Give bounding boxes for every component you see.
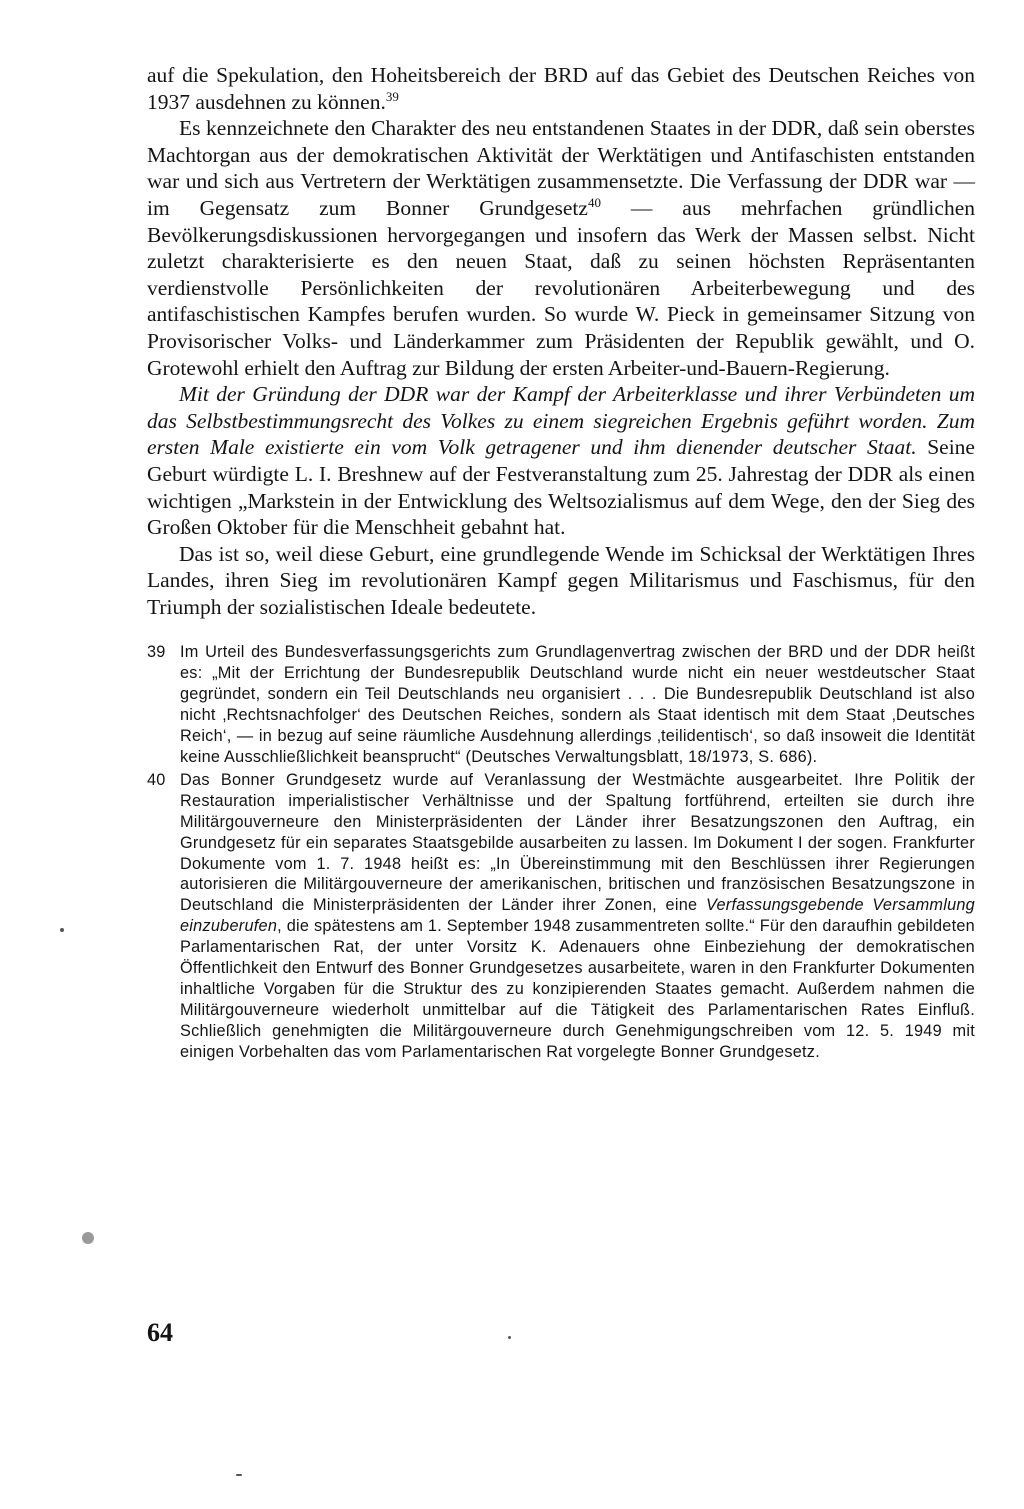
footnote-number: 40 (147, 770, 166, 789)
paragraph-2-text-b: — aus mehrfachen gründlichen Bevölkerungsdiskussionen hervorgegangen und insofern das Werk der Massen selbst. Nicht zuletzt charakterisierte es den neuen Staat, daß zu seinen höchsten Repräsentanten verdienstvolle Persönlichkeiten der revolutionären Arbeiterbewegung und des antifaschistischen Kampfes berufen wurden. So wurde W. Pieck in gemeinsamer Sitzung von Provisorischer Volks- und Länderkammer zum Präsidenten der Republik gewählt, und O. Grotewohl erhielt den Auftrag zur Bildung der ersten Arbeiter-und-Bauern-Regierung. (147, 195, 975, 380)
footnote-number: 39 (147, 643, 166, 662)
paragraph-3 (147, 381, 975, 541)
paragraph-1-text: auf die Spekulation, den Hoheitsbereich der BRD auf das Gebiet des Deutschen Reiches von 1937 ausdehnen zu können. (147, 63, 975, 114)
footnote-text-italic: Verfassungsgebende Versammlung einzuberufen (180, 896, 975, 936)
paragraph-3-text: Seine Geburt würdigte L. I. Breshnew auf der Festveranstaltung zum 25. Jahrestag der DDR als einen wichtigen „Markstein in der Entwicklung des Weltsozialismus auf dem Wege, den der Sieg des Großen Oktober für die Menschheit gebahnt hat. (147, 435, 975, 540)
footnote-39 (147, 642, 975, 767)
footnotes (147, 642, 975, 1062)
page-content (147, 62, 975, 1065)
paragraph-2-text-a: Es kennzeichnete den Charakter des neu entstandenen Staates in der DDR, daß sein oberstes Machtorgan aus der demokratischen Aktivität der Werktätigen und Antifaschisten entstanden war und sich aus Vertretern der Werktätigen zusammensetzte. Die Verfassung der DDR war — im Gegensatz zum Bonner Grundgesetz (147, 116, 975, 220)
footnote-text: Im Urteil des Bundesverfassungsgerichts zum Grundlagenvertrag zwischen der BRD und der DDR heißt es: „Mit der Errichtung der Bundesrepublik Deutschland wurde nicht ein neuer westdeutscher Staat gegründet, sondern ein Teil Deutschlands neu organisiert . . . Die Bundesrepublik Deutschland ist also nicht ‚Rechtsnachfolger‘ des Deutschen Reiches, sondern als Staat identisch mit dem Staat ‚Deutsches Reich‘, — in bezug auf seine räumliche Ausdehnung allerdings ‚teilidentisch‘, so daß insoweit die Identität keine Ausschließlichkeit beansprucht“ (Deutsches Verwaltungsblatt, 18/1973, S. 686). (180, 643, 975, 766)
scan-speck (508, 1336, 511, 1339)
footnote-text-b: , die spätestens am 1. September 1948 zusammentreten sollte.“ Für den daraufhin gebildeten Parlamentarischen Rat, der unter Vorsitz K. Adenauers ohne Einbeziehung der demokratischen Öffentlichkeit den Entwurf des Bonner Grundgesetzes ausarbeitete, waren in den Frankfurter Dokumenten inhaltliche Vorgaben für die Struktur des zu konzipierenden Staates gemacht. Außerdem nahmen die Militärgouverneure wiederholt unmittelbar auf die Tätigkeit des Parlamentarischen Rates Einfluß. Schließlich genehmigten die Militärgouverneure durch Genehmigungschreiben vom 12. 5. 1949 mit einigen Vorbehalten das vom Parlamentarischen Rat vorgelegte Bonner Grundgesetz. (180, 917, 975, 1061)
footnote-40 (147, 770, 975, 1063)
scan-speck (236, 1474, 242, 1476)
footnote-ref-39: 39 (385, 88, 399, 104)
scan-speck (60, 928, 64, 932)
paragraph-4 (147, 541, 975, 621)
scan-speck (82, 1232, 94, 1244)
paragraph-1 (147, 62, 975, 115)
paragraph-3-italic: Mit der Gründung der DDR war der Kampf der Arbeiterklasse und ihrer Verbündeten um das Selbstbestimmungsrecht des Volkes zu einem siegreichen Ergebnis geführt worden. Zum ersten Male existierte ein vom Volk getragener und ihm dienender deutscher Staat. (147, 382, 975, 460)
paragraph-2 (147, 115, 975, 381)
footnote-text-a: Das Bonner Grundgesetz wurde auf Veranlassung der Westmächte ausgearbeitet. Ihre Politik der Restauration imperialistischer Verhältnisse und der Spaltung fortführend, erteilten sie durch ihre Militärgouverneure den Ministerpräsidenten der Länder ihrer Besatzungszonen den Auftrag, ein Grundgesetz für ein separates Staatsgebilde ausarbeiten zu lassen. Im Dokument I der sogen. Frankfurter Dokumente vom 1. 7. 1948 heißt es: „In Übereinstimmung mit den Beschlüssen ihrer Regierungen autorisieren die Militärgouverneure der amerikanischen, britischen und französischen Besatzungszone in Deutschland die Ministerpräsidenten der Länder ihrer Zonen, eine (180, 770, 975, 915)
paragraph-4-text: Das ist so, weil diese Geburt, eine grundlegende Wende im Schicksal der Werktätigen Ihres Landes, ihren Sieg im revolutionären Kampf gegen Militarismus und Faschismus, für den Triumph der sozialistischen Ideale bedeutete. (147, 541, 975, 619)
footnote-ref-40: 40 (587, 194, 601, 210)
body-text (147, 62, 975, 620)
page-number: 64 (147, 1318, 173, 1347)
